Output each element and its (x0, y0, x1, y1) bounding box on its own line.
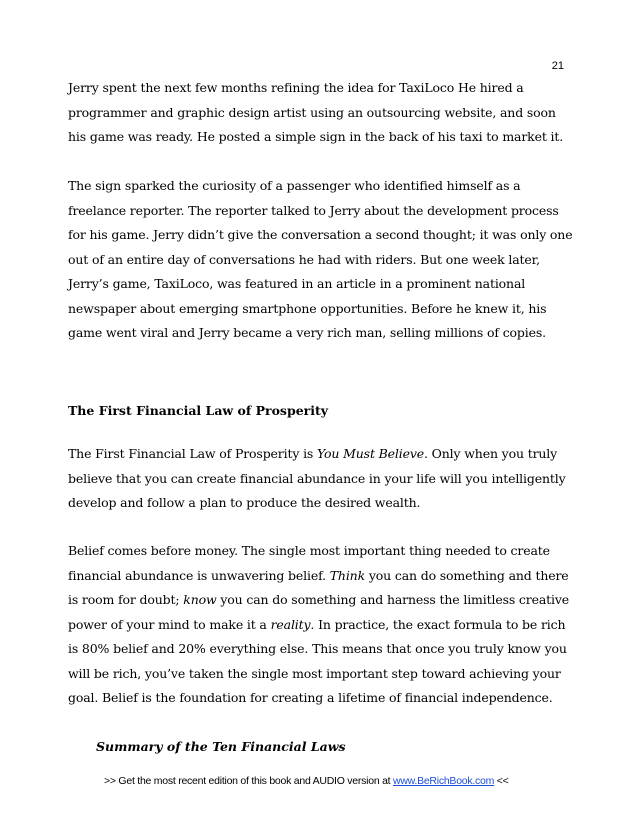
footer-prefix: >> Get the most recent edition of this book and AUDIO version at (104, 775, 393, 787)
footer-suffix: << (494, 775, 509, 787)
belief-paragraph (68, 539, 573, 711)
page-number: 21 (551, 60, 564, 72)
belief-text-part2: you can do something and there is room for doubt; (68, 567, 569, 607)
belief-emphasis-know: know (183, 592, 217, 607)
summary-heading: Summary of the Ten Financial Laws (96, 739, 346, 754)
belief-text-part3: you can do something and harness the limitless creative power of your mind to make it a (68, 592, 570, 632)
story-paragraph-2: The sign sparked the curiosity of a passenger who identified himself as a freelance reporter. The reporter talked to Jerry about the development process for his game. Jerry didn’t give the conversation a second thought; it was only one out of an entire day of conversations he had with riders. But one week later, Jerry’s game, TaxiLoco, was featured in an article in a prominent national newspaper about emerging smartphone opportunities. Before he knew it, his game went viral and Jerry became a very rich man, selling millions of copies. (68, 178, 573, 340)
law-text-part2: . Only when you truly believe that you can create financial abundance in your life will you intelligently develop and follow a plan to produce the desired wealth. (68, 446, 566, 510)
story-paragraph-1: Jerry spent the next few months refining the idea for TaxiLoco He hired a programmer and graphic design artist using an outsourcing website, and soon his game was ready. He posted a simple sign in the back of his taxi to market it. (68, 80, 564, 144)
law-text-part1: The First Financial Law of Prosperity is (68, 446, 318, 461)
belief-text-part1: Belief comes before money. The single most important thing needed to create financial abundance is unwavering belief. (68, 543, 550, 583)
belief-text-part4: . In practice, the exact formula to be rich is 80% belief and 20% everything else. This means that once you truly know you will be rich, you’ve taken the single most important step toward achieving your goal. Belief is the foundation for creating a lifetime of financial independence. (68, 616, 567, 705)
law-emphasis: You Must Believe (317, 446, 425, 461)
law-paragraph (68, 442, 573, 516)
footer (104, 775, 509, 787)
section-heading: The First Financial Law of Prosperity (68, 403, 329, 418)
belief-emphasis-reality: reality (270, 616, 311, 632)
belief-emphasis-think: Think (329, 567, 366, 583)
footer-link[interactable]: www.BeRichBook.com (393, 775, 495, 787)
